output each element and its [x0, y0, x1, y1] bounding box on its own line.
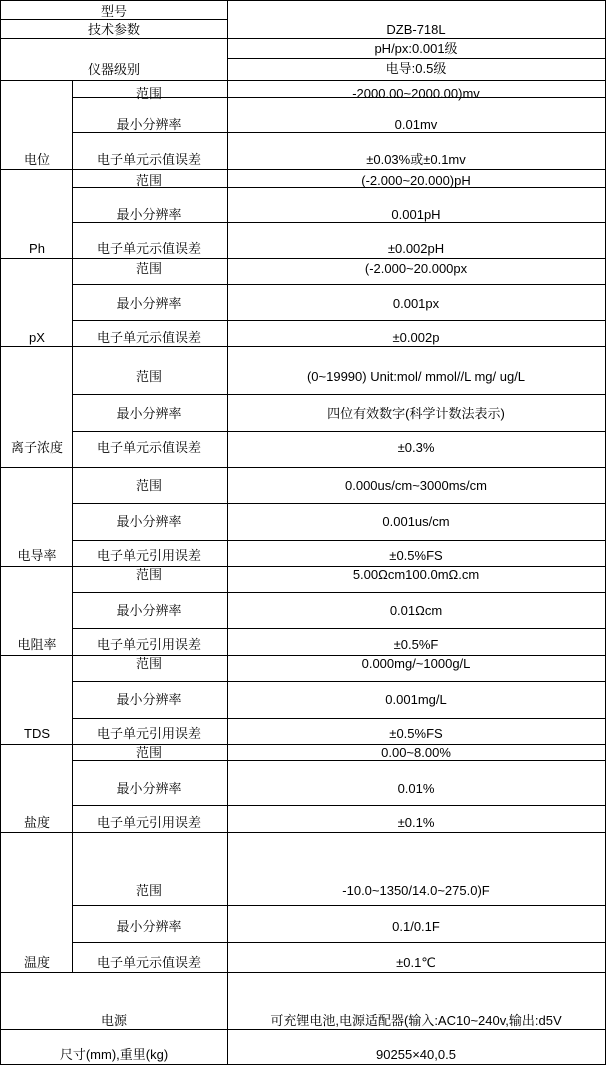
grid-line-horizontal: [0, 38, 606, 39]
grid-line-horizontal: [72, 905, 606, 906]
row-value-range: -2000.00~2000.00)mv: [352, 86, 480, 101]
grid-line-horizontal: [72, 222, 606, 223]
tech-params-label: 技术参数: [87, 22, 141, 37]
grid-line-horizontal: [72, 503, 606, 504]
grid-line-horizontal: [0, 258, 606, 259]
grid-line-horizontal: [0, 19, 228, 20]
row-label-error: 电子单元示值误差: [96, 330, 202, 345]
section-name: 电导率: [17, 548, 57, 563]
grid-line-vertical: [227, 80, 228, 170]
section-name: 盐度: [23, 815, 51, 830]
row-label-min-resolution: 最小分辨率: [116, 692, 182, 707]
row-value-range: 0.00~8.00%: [381, 745, 451, 760]
size-weight-value: 90255×40,0.5: [376, 1047, 456, 1062]
row-value-range: 0.000mg/~1000g/L: [361, 656, 471, 671]
row-label-range: 范围: [135, 656, 163, 671]
grid-line-horizontal: [72, 540, 606, 541]
grid-line-vertical: [227, 0, 228, 81]
power-label: 电源: [100, 1013, 128, 1028]
row-value-range: (-2.000~20.000)pH: [361, 173, 471, 188]
row-label-range: 范围: [135, 369, 163, 384]
grade-label: 仪器级别: [87, 62, 141, 77]
grid-border-top: [0, 0, 606, 1]
section-name: TDS: [24, 726, 50, 741]
row-label-min-resolution: 最小分辨率: [116, 117, 182, 132]
grid-line-horizontal: [0, 972, 606, 973]
grid-border-left: [0, 0, 1, 1065]
grid-line-horizontal: [0, 655, 606, 656]
grid-line-horizontal: [72, 132, 606, 133]
power-value: 可充锂电池,电源适配器(输入:AC10~240v,输出:d5V: [270, 1013, 562, 1028]
row-value-error: ±0.1℃: [396, 955, 436, 970]
row-value-error: ±0.5%FS: [389, 548, 443, 563]
row-label-range: 范围: [135, 261, 163, 276]
grid-line-vertical: [227, 832, 228, 973]
model-label: 型号: [100, 4, 128, 19]
grid-line-horizontal: [0, 566, 606, 567]
section-name: Ph: [29, 241, 45, 256]
row-label-range: 范围: [135, 567, 163, 582]
grid-line-horizontal: [72, 718, 606, 719]
grade-conductivity-value: 电导:0.5级: [385, 61, 447, 76]
grid-line-vertical: [227, 972, 228, 1065]
grid-line-vertical: [72, 258, 73, 347]
row-value-range: (-2.000~20.000px: [364, 261, 468, 276]
row-value-range: 0.000us/cm~3000ms/cm: [345, 478, 487, 493]
row-value-min-resolution: 0.1/0.1F: [392, 919, 440, 934]
grid-line-horizontal: [0, 346, 606, 347]
grid-line-horizontal: [72, 592, 606, 593]
row-label-error: 电子单元示值误差: [96, 955, 202, 970]
grid-line-vertical: [227, 744, 228, 833]
row-value-range: -10.0~1350/14.0~275.0)F: [342, 883, 490, 898]
row-value-min-resolution: 0.001us/cm: [382, 514, 450, 529]
section-name: pX: [29, 330, 45, 345]
grid-line-horizontal: [0, 1029, 606, 1030]
grid-line-horizontal: [72, 628, 606, 629]
section-name: 温度: [23, 955, 51, 970]
row-label-min-resolution: 最小分辨率: [116, 603, 182, 618]
row-value-error: ±0.5%F: [393, 637, 439, 652]
grid-line-horizontal: [0, 744, 606, 745]
row-label-error: 电子单元引用误差: [96, 726, 202, 741]
section-name: 电阻率: [17, 637, 57, 652]
grid-line-vertical: [72, 566, 73, 656]
row-label-range: 范围: [135, 173, 163, 188]
size-weight-label: 尺寸(mm),重里(kg): [59, 1047, 169, 1062]
grid-line-vertical: [72, 80, 73, 170]
grid-line-vertical: [227, 258, 228, 347]
row-label-range: 范围: [135, 883, 163, 898]
row-value-min-resolution: 0.01%: [397, 781, 435, 796]
row-label-error: 电子单元示值误差: [96, 440, 202, 455]
row-value-error: ±0.03%或±0.1mv: [366, 152, 466, 167]
grid-line-vertical: [227, 169, 228, 259]
grid-line-vertical: [72, 832, 73, 973]
row-value-error: ±0.5%FS: [389, 726, 443, 741]
grid-line-vertical: [227, 566, 228, 656]
grid-line-horizontal: [0, 832, 606, 833]
row-value-error: ±0.002pH: [387, 241, 445, 256]
grid-line-horizontal: [227, 58, 606, 59]
row-value-range: (0~19990) Unit:mol/ mmol//L mg/ ug/L: [306, 369, 526, 384]
grid-line-horizontal: [0, 169, 606, 170]
grid-line-horizontal: [72, 431, 606, 432]
row-value-min-resolution: 四位有效数字(科学计数法表示): [327, 406, 505, 421]
grid-line-vertical: [227, 467, 228, 567]
row-label-min-resolution: 最小分辨率: [116, 207, 182, 222]
row-value-range: 5.00Ωcm100.0mΩ.cm: [352, 567, 480, 582]
row-label-min-resolution: 最小分辨率: [116, 296, 182, 311]
grid-line-vertical: [227, 346, 228, 468]
grade-ph-value: pH/px:0.001级: [374, 41, 458, 56]
row-value-error: ±0.3%: [397, 440, 435, 455]
row-value-min-resolution: 0.01Ωcm: [389, 603, 443, 618]
row-label-range: 范围: [135, 745, 163, 760]
grid-line-vertical: [72, 744, 73, 833]
row-label-range: 范围: [135, 86, 163, 101]
grid-line-horizontal: [72, 284, 606, 285]
row-value-min-resolution: 0.001mg/L: [385, 692, 447, 707]
row-label-error: 电子单元示值误差: [96, 152, 202, 167]
grid-line-horizontal: [72, 942, 606, 943]
grid-line-vertical: [72, 467, 73, 567]
grid-line-vertical: [72, 346, 73, 468]
section-name: 电位: [23, 152, 51, 167]
grid-line-vertical: [72, 169, 73, 259]
model-value: DZB-718L: [386, 22, 446, 37]
row-label-error: 电子单元示值误差: [96, 241, 202, 256]
section-name: 离子浓度: [10, 440, 64, 455]
grid-line-vertical: [72, 655, 73, 745]
grid-line-horizontal: [72, 805, 606, 806]
row-label-min-resolution: 最小分辨率: [116, 919, 182, 934]
row-label-error: 电子单元引用误差: [96, 548, 202, 563]
grid-line-vertical: [227, 655, 228, 745]
row-value-min-resolution: 0.001pH: [391, 207, 441, 222]
row-label-min-resolution: 最小分辨率: [116, 781, 182, 796]
row-label-error: 电子单元引用误差: [96, 637, 202, 652]
row-value-min-resolution: 0.01mv: [394, 117, 438, 132]
row-label-error: 电子单元引用误差: [96, 815, 202, 830]
grid-line-horizontal: [0, 80, 606, 81]
grid-line-horizontal: [0, 467, 606, 468]
grid-line-horizontal: [72, 681, 606, 682]
grid-line-horizontal: [72, 394, 606, 395]
grid-line-horizontal: [72, 320, 606, 321]
row-value-error: ±0.002p: [392, 330, 440, 345]
row-label-range: 范围: [135, 478, 163, 493]
row-label-min-resolution: 最小分辨率: [116, 514, 182, 529]
row-label-min-resolution: 最小分辨率: [116, 406, 182, 421]
grid-line-horizontal: [72, 760, 606, 761]
row-value-min-resolution: 0.001px: [392, 296, 440, 311]
row-value-error: ±0.1%: [397, 815, 435, 830]
